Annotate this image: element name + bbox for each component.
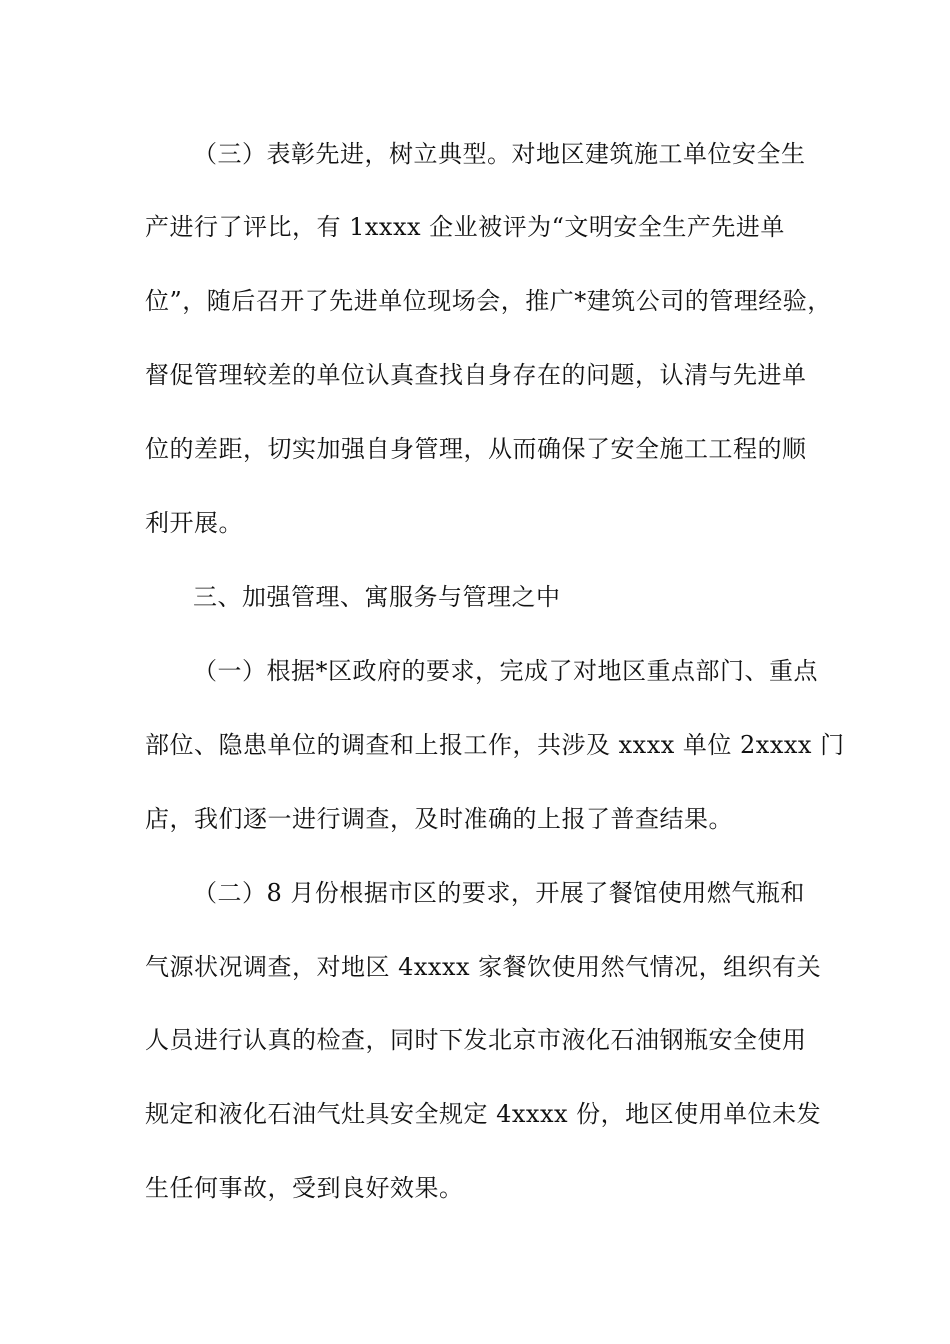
- paragraph-line: 气源状况调查，对地区 4xxxx 家餐饮使用然气情况，组织有关: [145, 953, 822, 981]
- paragraph-line: 店，我们逐一进行调查，及时准确的上报了普查结果。: [145, 805, 733, 833]
- paragraph-line: 利开展。: [145, 509, 243, 537]
- paragraph-line: （一）根据*区政府的要求，完成了对地区重点部门、重点: [193, 657, 818, 685]
- paragraph-line: 部位、隐患单位的调查和上报工作，共涉及 xxxx 单位 2xxxx 门: [145, 731, 845, 759]
- paragraph-line: 产进行了评比，有 1xxxx 企业被评为“文明安全生产先进单: [145, 213, 785, 241]
- paragraph-line: 位”，随后召开了先进单位现场会，推广*建筑公司的管理经验，: [145, 287, 832, 315]
- paragraph-line: 生任何事故，受到良好效果。: [145, 1174, 464, 1202]
- section-heading: 三、加强管理、寓服务与管理之中: [193, 583, 561, 611]
- paragraph-line: 人员进行认真的检查，同时下发北京市液化石油钢瓶安全使用: [145, 1026, 807, 1054]
- paragraph-line: 督促管理较差的单位认真查找自身存在的问题，认清与先进单: [145, 361, 807, 389]
- paragraph-line: （三）表彰先进，树立典型。对地区建筑施工单位安全生: [193, 140, 806, 168]
- paragraph-line: 位的差距，切实加强自身管理，从而确保了安全施工工程的顺: [145, 435, 807, 463]
- paragraph-line: （二）8 月份根据市区的要求，开展了餐馆使用燃气瓶和: [193, 879, 805, 907]
- paragraph-line: 规定和液化石油气灶具安全规定 4xxxx 份，地区使用单位未发: [145, 1100, 822, 1128]
